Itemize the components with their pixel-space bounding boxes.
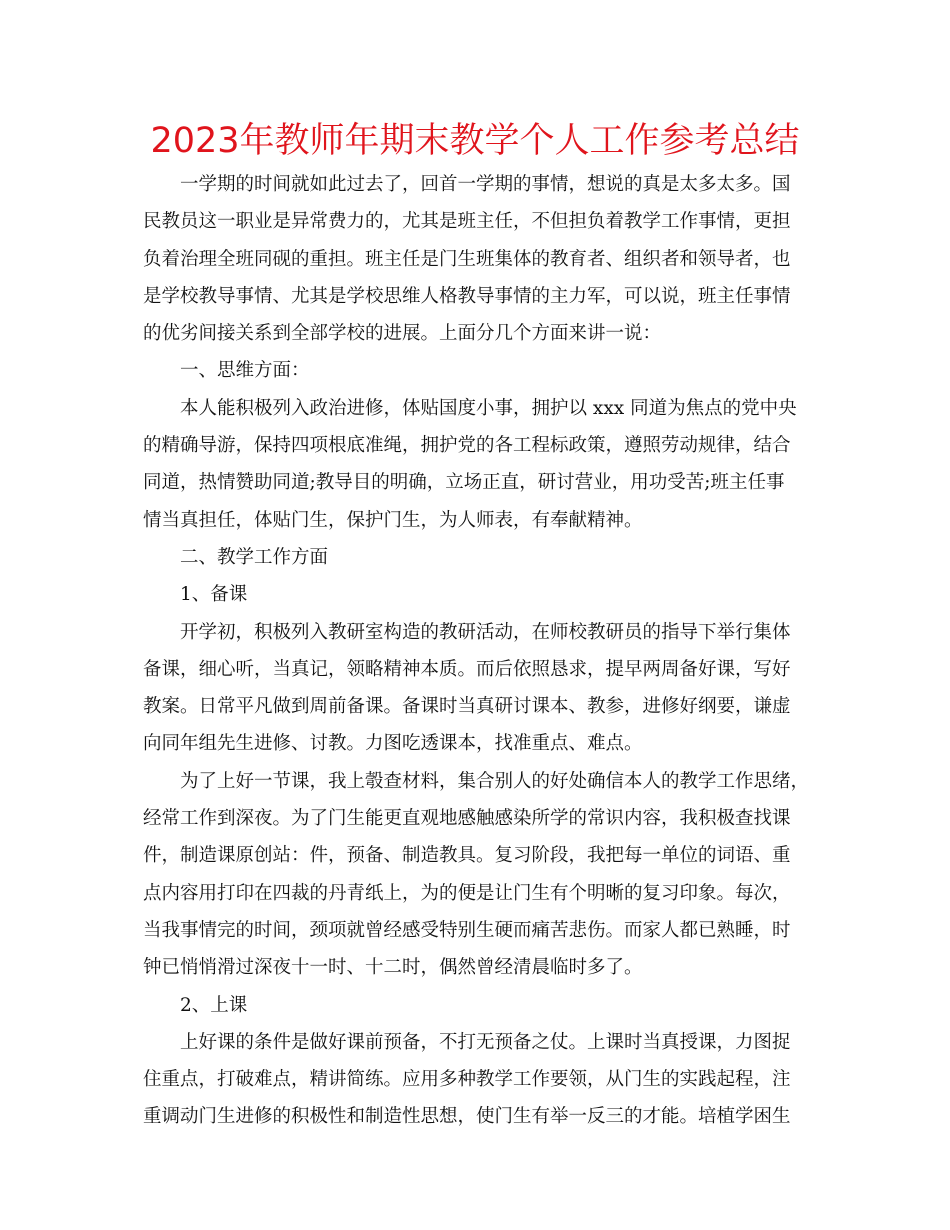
paragraph-line: 向同年组先生进修、讨教。力图吃透课本，找准重点、难点。 bbox=[143, 733, 643, 755]
paragraph-line: 本人能积极列入政治进修，体贴国度小事，拥护以 xxx 同道为焦点的党中央 bbox=[180, 397, 797, 419]
paragraph-line: 教案。日常平凡做到周前备课。备课时当真研讨课本、教参，进修好纲要，谦虚 bbox=[143, 696, 791, 718]
paragraph-line: 的优劣间接关系到全部学校的进展。上面分几个方面来讲一说： bbox=[143, 323, 662, 345]
paragraph-line: 钟已悄悄滑过深夜十一时、十二时，偶然曾经清晨临时多了。 bbox=[143, 957, 643, 979]
paragraph-line: 重调动门生进修的积极性和制造性思想，使门生有举一反三的才能。培植学困生 bbox=[143, 1106, 791, 1128]
document-body bbox=[143, 166, 813, 1136]
paragraph-line: 的精确导游，保持四项根底准绳，拥护党的各工程标政策，遵照劳动规律，结合 bbox=[143, 435, 791, 457]
paragraph-line: 民教员这一职业是异常费力的，尤其是班主任，不但担负着教学工作事情，更担 bbox=[143, 211, 791, 233]
paragraph-line: 一学期的时间就如此过去了，回首一学期的事情，想说的真是太多太多。国 bbox=[180, 174, 791, 195]
paragraph-line: 开学初，积极列入教研室构造的教研活动，在师校教研员的指导下举行集体 bbox=[180, 621, 791, 643]
paragraph-line: 备课，细心听，当真记，领略精神本质。而后依照恳求，提早两周备好课，写好 bbox=[143, 658, 791, 680]
paragraph-line: 住重点，打破难点，精讲简练。应用多种教学工作要领，从门生的实践起程，注 bbox=[143, 1069, 791, 1091]
paragraph-line: 件，制造课原创站：件，预备、制造教具。复习阶段，我把每一单位的词语、重 bbox=[143, 845, 791, 867]
section-heading: 二、教学工作方面 bbox=[180, 546, 329, 568]
document-title: 2023年教师年期末教学个人工作参考总结 bbox=[150, 121, 800, 161]
paragraph-line: 上好课的条件是做好课前预备，不打无预备之仗。上课时当真授课，力图捉 bbox=[180, 1031, 791, 1053]
paragraph-line: 经常工作到深夜。为了门生能更直观地感触感染所学的常识内容，我积极查找课 bbox=[143, 808, 791, 830]
paragraph-line: 当我事情完的时间，颈项就曾经感受特别生硬而痛苦悲伤。而家人都已熟睡，时 bbox=[143, 919, 791, 941]
subsection-heading: 2、上课 bbox=[180, 994, 248, 1016]
paragraph-line: 是学校教导事情、尤其是学校思维人格教导事情的主力军，可以说，班主任事情 bbox=[143, 285, 791, 307]
paragraph-line: 负着治理全班同砚的重担。班主任是门生班集体的教育者、组织者和领导者，也 bbox=[143, 248, 791, 270]
subsection-heading: 1、备课 bbox=[180, 584, 248, 606]
paragraph-line: 情当真担任，体贴门生，保护门生，为人师表，有奉献精神。 bbox=[143, 509, 643, 531]
paragraph-line: 同道，热情赞助同道;教导目的明确，立场正直，研讨营业，用功受苦;班主任事 bbox=[143, 472, 785, 494]
paragraph-line: 为了上好一节课，我上彀查材料，集合别人的好处确信本人的教学工作思绪， bbox=[180, 770, 810, 792]
paragraph-line: 点内容用打印在四裁的丹青纸上，为的便是让门生有个明晰的复习印象。每次， bbox=[143, 882, 791, 904]
section-heading: 一、思维方面： bbox=[180, 360, 310, 382]
